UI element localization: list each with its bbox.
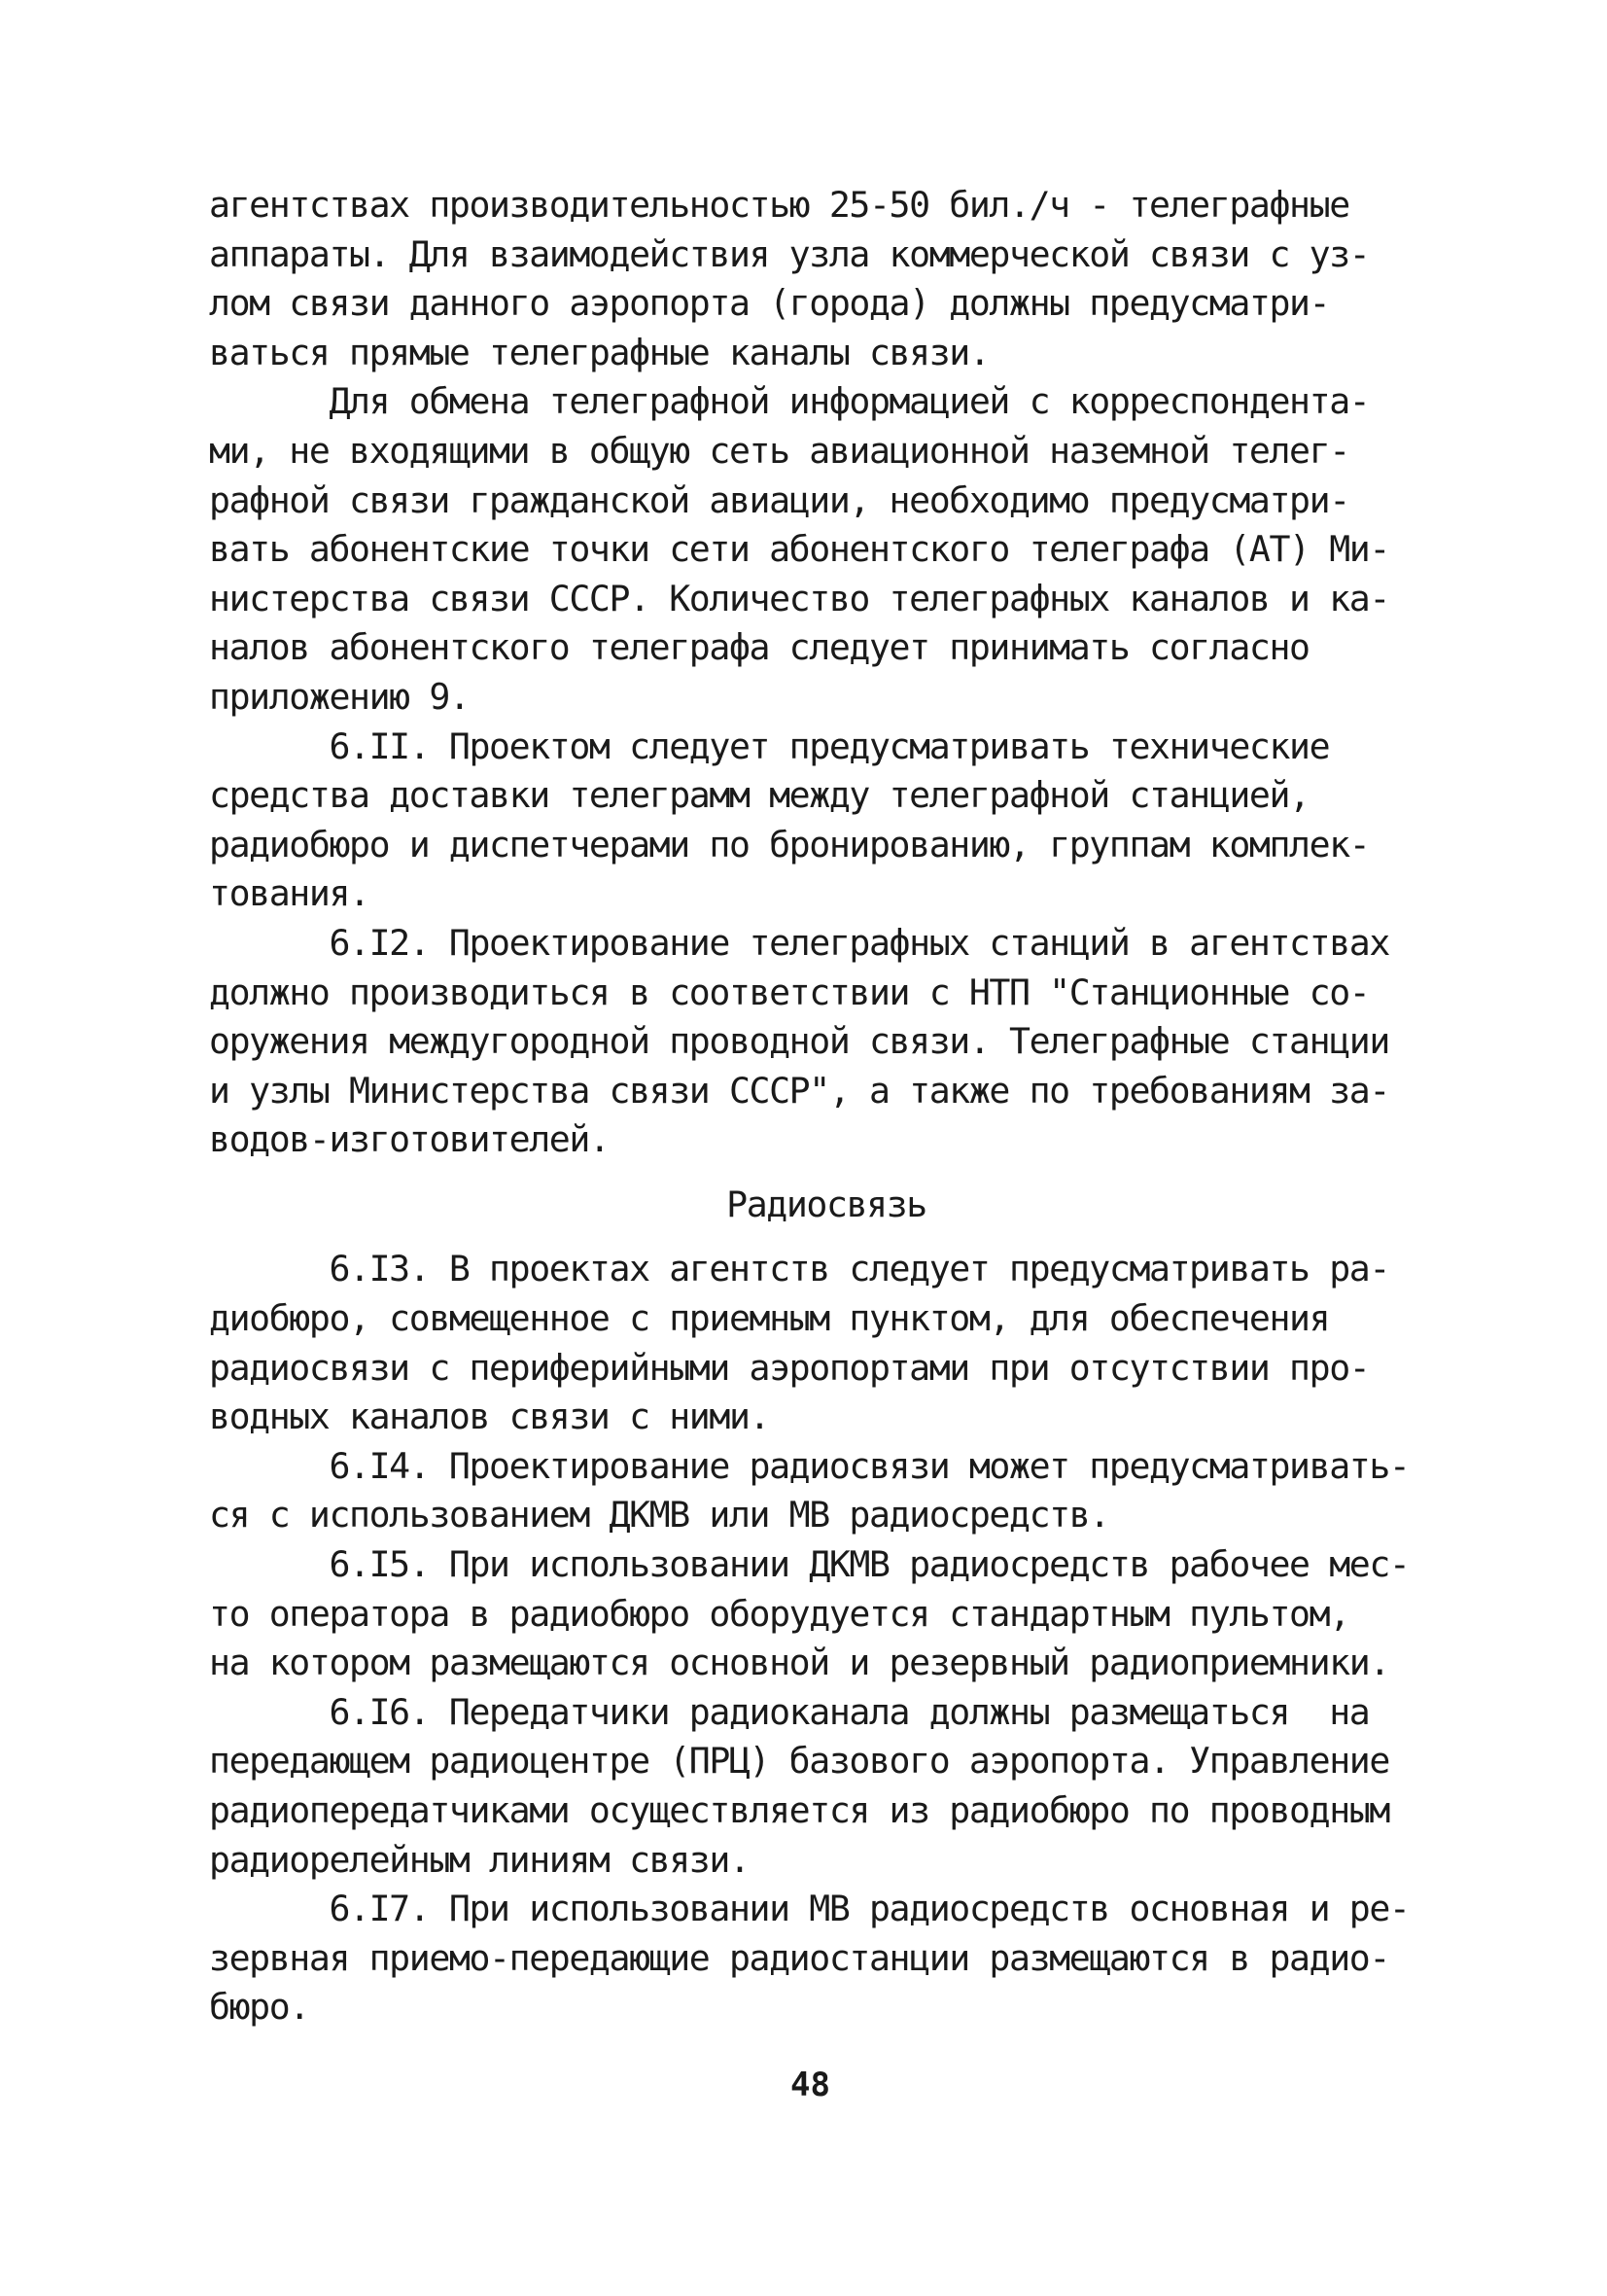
text-line: передающем радиоцентре (ПРЦ) базового аэропорта. Управление bbox=[209, 1740, 1389, 1783]
body-text bbox=[209, 181, 1410, 2032]
text-line: тования. bbox=[209, 872, 369, 915]
text-line: 6.I6. Передатчики радиоканала должны размещаться на bbox=[209, 1690, 1370, 1733]
text-line: приложению 9. bbox=[209, 675, 470, 718]
text-line: 6.I2. Проектирование телеграфных станций в агентствах bbox=[209, 921, 1389, 964]
text-line: диобюро, совмещенное с приемным пунктом, для обеспечения bbox=[209, 1297, 1330, 1340]
text-line: должно производиться в соответствии с НТП "Станционные со- bbox=[209, 971, 1370, 1013]
text-line: водов-изготовителей. bbox=[209, 1118, 610, 1161]
text-line: аппараты. Для взаимодействия узла коммерческой связи с уз- bbox=[209, 232, 1370, 275]
text-line: ся с использованием ДКМВ или МВ радиосредств. bbox=[209, 1494, 1109, 1537]
text-line: Для обмена телеграфной информацией с корреспондента- bbox=[209, 380, 1370, 423]
spacer bbox=[209, 1165, 1405, 1181]
text-line: зервная приемо-передающие радиостанции размещаются в радио- bbox=[209, 1936, 1389, 1979]
text-section-telegraph bbox=[209, 181, 1405, 1165]
text-line: и узлы Министерства связи СССР", а также по требованиям за- bbox=[209, 1069, 1389, 1112]
text-line: бюро. bbox=[209, 1986, 309, 2029]
text-section-radio bbox=[209, 1245, 1410, 2032]
text-line: 6.I3. В проектах агентств следует предусматривать ра- bbox=[209, 1248, 1389, 1290]
page-number: 48 bbox=[790, 2066, 830, 2104]
text-line: радиобюро и диспетчерами по бронированию, группам комплек- bbox=[209, 823, 1370, 865]
text-line: ми, не входящими в общую сеть авиационной наземной телег- bbox=[209, 429, 1349, 472]
text-line: агентствах производительностью 25-50 бил./ч - телеграфные bbox=[209, 184, 1349, 226]
text-line: водных каналов связи с ними. bbox=[209, 1395, 770, 1438]
text-line: нистерства связи СССР. Количество телеграфных каналов и ка- bbox=[209, 577, 1389, 619]
text-line: лом связи данного аэропорта (города) должны предусматри- bbox=[209, 282, 1330, 325]
text-line: средства доставки телеграмм между телеграфной станцией, bbox=[209, 774, 1310, 817]
text-line: ваться прямые телеграфные каналы связи. bbox=[209, 331, 990, 373]
text-line: налов абонентского телеграфа следует принимать согласно bbox=[209, 626, 1310, 669]
text-line: радиосвязи с периферийными аэропортами при отсутствии про- bbox=[209, 1346, 1370, 1389]
section-heading: Радиосвязь bbox=[726, 1183, 926, 1225]
text-line: рафной связи гражданской авиации, необходимо предусматри- bbox=[209, 478, 1349, 521]
text-line: радиопередатчиками осуществляется из радиобюро по проводным bbox=[209, 1789, 1389, 1831]
text-line: вать абонентские точки сети абонентского телеграфа (АТ) Ми- bbox=[209, 528, 1389, 571]
text-line: 6.I5. При использовании ДКМВ радиосредств рабочее мес- bbox=[209, 1543, 1410, 1586]
text-line: 6.I4. Проектирование радиосвязи может предусматривать- bbox=[209, 1444, 1410, 1487]
text-line: оружения междугородной проводной связи. Телеграфные станции bbox=[209, 1020, 1389, 1063]
text-line: на котором размещаются основной и резервный радиоприемники. bbox=[209, 1642, 1389, 1684]
text-line: 6.II. Проектом следует предусматривать технические bbox=[209, 724, 1330, 767]
text-line: то оператора в радиобюро оборудуется стандартным пультом, bbox=[209, 1592, 1349, 1635]
text-line: 6.I7. При использовании МВ радиосредств основная и ре- bbox=[209, 1888, 1410, 1930]
text-line: радиорелейным линиям связи. bbox=[209, 1838, 750, 1881]
spacer bbox=[209, 1229, 1405, 1245]
